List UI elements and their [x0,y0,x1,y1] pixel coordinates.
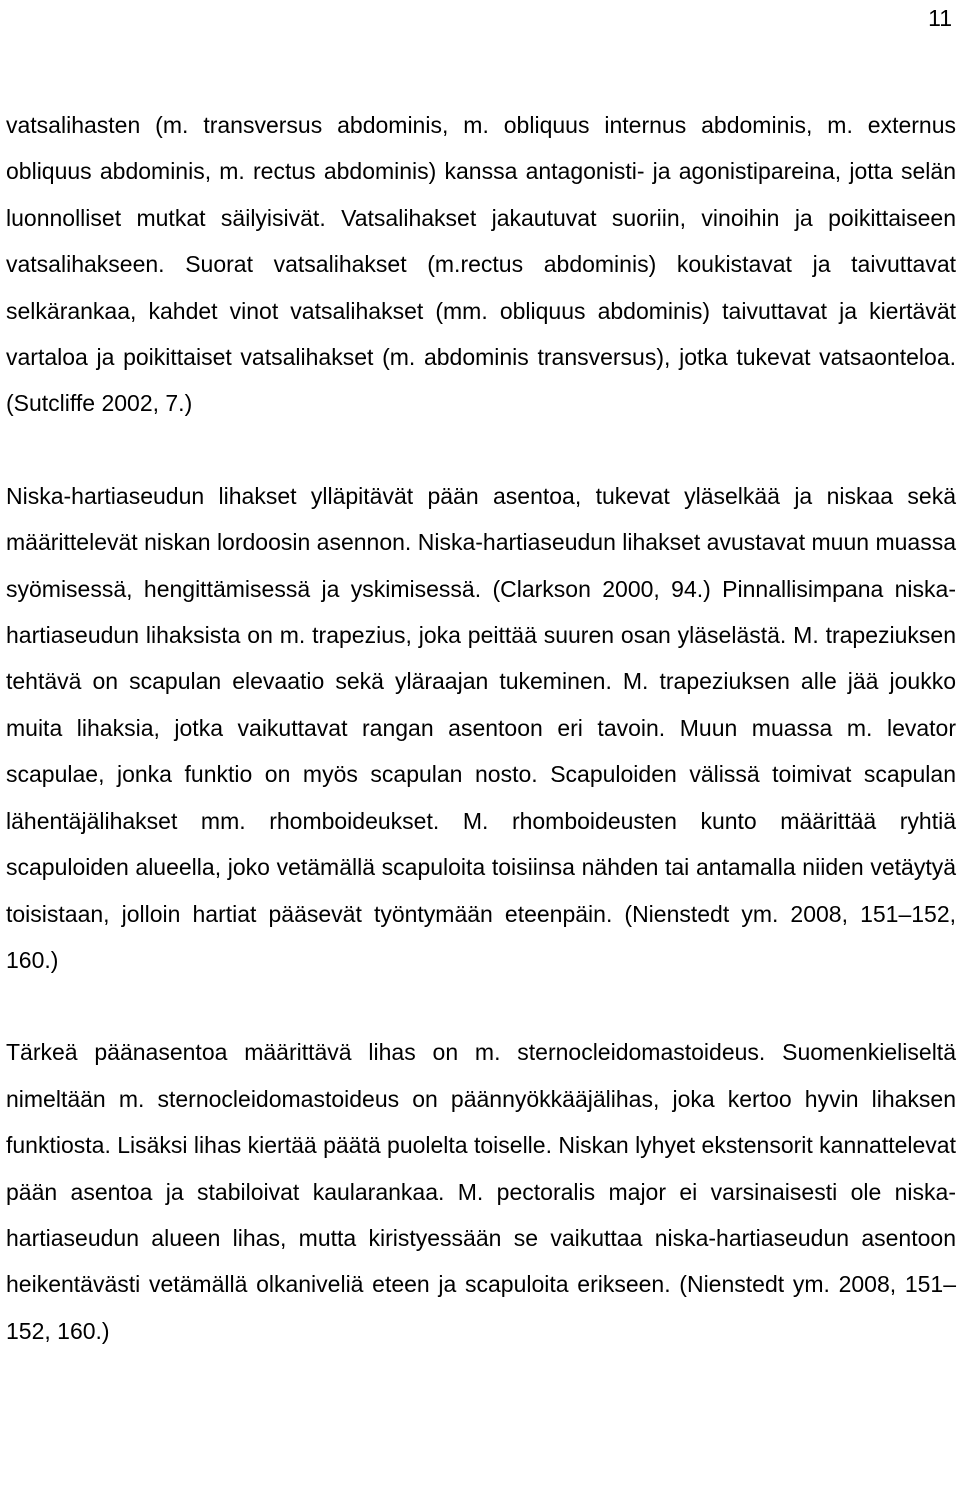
document-body [6,102,956,1354]
paragraph-head-posture-muscles: Tärkeä päänasentoa määrittävä lihas on m. sternocleidomastoideus. Suomenkieliseltä nimeltään m. sternocleidomastoideus on päännyökkääjälihas, joka kertoo hyvin lihaksen funktiosta. Lisäksi lihas kiertää päätä puolelta toiselle. Niskan lyhyet ekstensorit kannattelevat pään asentoa ja stabiloivat kaularankaa. M. pectoralis major ei varsinaisesti ole niska-hartiaseudun alueen lihas, mutta kiristyessään se vaikuttaa niska-hartiaseudun asentoon heikentävästi vetämällä olkaniveliä eteen ja scapuloita erikseen. (Nienstedt ym. 2008, 151–152, 160.) [6,1039,956,1344]
page-number: 11 [928,5,952,31]
paragraph-abdominal-muscles: vatsalihasten (m. transversus abdominis, m. obliquus internus abdominis, m. externus obliquus abdominis, m. rectus abdominis) kanssa antagonisti- ja agonistipareina, jotta selän luonnolliset mutkat säilyisivät. Vatsalihakset jakautuvat suoriin, vinoihin ja poikittaiseen vatsalihakseen. Suorat vatsalihakset (m.rectus abdominis) koukistavat ja taivuttavat selkärankaa, kahdet vinot vatsalihakset (mm. obliquus abdominis) taivuttavat ja kiertävät vartaloa ja poikittaiset vatsalihakset (m. abdominis transversus), jotka tukevat vatsaonteloa. (Sutcliffe 2002, 7.) [6,112,956,417]
paragraph-neck-shoulder-muscles: Niska-hartiaseudun lihakset ylläpitävät pään asentoa, tukevat yläselkää ja niskaa sekä määrittelevät niskan lordoosin asennon. Niska-hartiaseudun lihakset avustavat muun muassa syömisessä, hengittämisessä ja yskimisessä. (Clarkson 2000, 94.) Pinnallisimpana niska-hartiaseudun lihaksista on m. trapezius, joka peittää suuren osan yläselästä. M. trapeziuksen tehtävä on scapulan elevaatio sekä yläraajan tukeminen. M. trapeziuksen alle jää joukko muita lihaksia, jotka vaikuttavat rangan asentoon eri tavoin. Muun muassa m. levator scapulae, jonka funktio on myös scapulan nosto. Scapuloiden välissä toimivat scapulan lähentäjälihakset mm. rhomboideukset. M. rhomboideusten kunto määrittää ryhtiä scapuloiden alueella, joko vetämällä scapuloita toisiinsa nähden tai antamalla niiden vetäytyä toisistaan, jolloin hartiat pääsevät työntymään eteenpäin. (Nienstedt ym. 2008, 151–152, 160.) [6,482,956,973]
